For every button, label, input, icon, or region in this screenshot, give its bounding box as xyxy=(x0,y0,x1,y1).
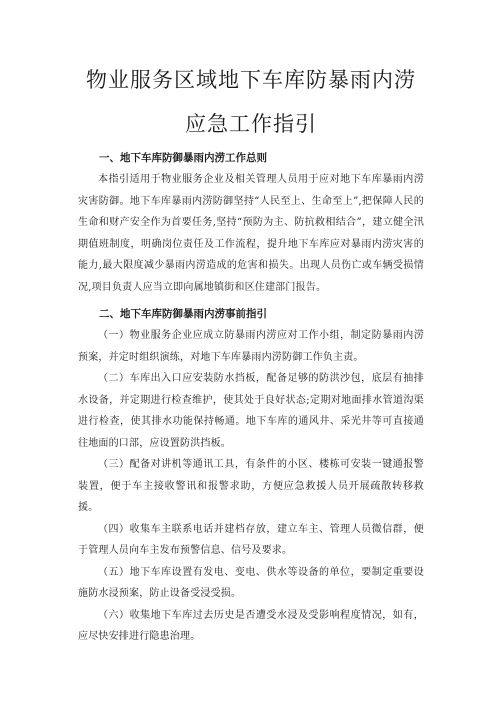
section-2-paragraph-4: （四）收集车主联系电话并建档存放，建立车主、管理人员微信群，便于管理人员向车主发布预警信息、信号及要求。 xyxy=(78,523,424,556)
section-2-paragraph-3: （三）配备对讲机等通讯工具，有条件的小区、楼栋可安装一键通报警装置，便于车主接收警讯和报警求助，方便应急救援人员开展疏散转移救援。 xyxy=(78,459,424,513)
section-2 xyxy=(78,304,424,648)
section-1-paragraph-1: 本指引适用于物业服务企业及相关管理人员用于应对地下车库暴雨内涝灾害防御。地下车库暴雨内涝防御坚持“人民至上、生命至上”,把保障人民的生命和财产安全作为首要任务,坚持“预防为主、防抗救相结合”，建立健全汛期值班制度，明确岗位责任及工作流程，提升地下车库应对暴雨内涝灾害的能力,最大限度减少暴雨内涝造成的危害和损失。出现人员伤亡或车辆受损情况,项目负责人应当立即向属地镇街和区住建部门报告。 xyxy=(78,174,424,293)
section-2-heading: 二、地下车库防御暴雨内涝事前指引 xyxy=(99,308,267,320)
section-2-paragraph-5: （五）地下车库设置有发电、变电、供水等设备的单位，要制定重要设施防水浸预案，防止设备受浸受损。 xyxy=(78,566,424,599)
section-1-heading: 一、地下车库防御暴雨内涝工作总则 xyxy=(99,152,267,164)
document-title-line2: 应急工作指引 xyxy=(185,112,317,136)
section-2-paragraph-1: （一）物业服务企业应成立防暴雨内涝应对工作小组，制定防暴雨内涝预案，并定时组织演练，对地下车库暴雨内涝防御工作负主责。 xyxy=(78,330,424,363)
section-2-paragraph-2: （二）车库出入口应安装防水挡板，配备足够的防洪沙包，底层有抽排水设备，并定期进行检查维护，使其处于良好状态;定期对地面排水管道沟渠进行检查，使其排水功能保持畅通。地下车库的通风井、采光井等可直接通往地面的口部，应设置防洪挡板。 xyxy=(78,373,424,449)
section-2-paragraph-6: （六）收集地下车库过去历史是否遭受水浸及受影响程度情况，如有，应尽快安排进行隐患治理。 xyxy=(78,609,424,642)
document-title-line1: 物业服务区域地下车库防暴雨内涝 xyxy=(86,68,416,92)
section-1 xyxy=(78,148,424,298)
